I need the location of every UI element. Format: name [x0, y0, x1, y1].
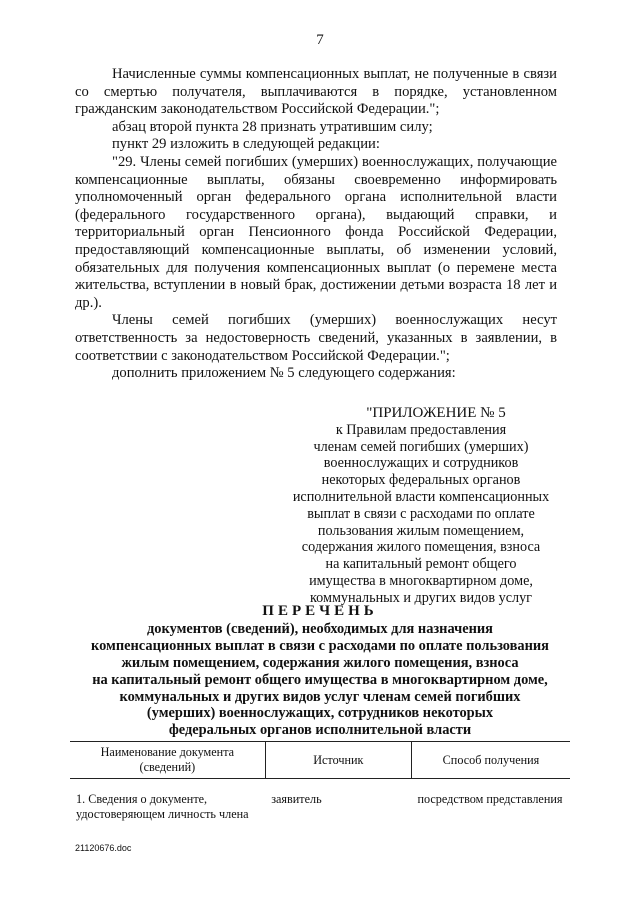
perechen-line: федеральных органов исполнительной власти	[168, 722, 472, 739]
appendix-line: к Правилам предоставления	[335, 421, 507, 438]
appendix-line: коммунальных и других видов услуг	[309, 589, 533, 606]
appendix-line: содержания жилого помещения, взноса	[301, 539, 541, 556]
appendix-line: исполнительной власти компенсационных	[292, 488, 550, 505]
paragraph: пункт 29 изложить в следующей редакции:	[112, 136, 380, 153]
appendix-line: пользования жилым помещением,	[317, 522, 525, 539]
table-row	[70, 779, 570, 823]
page-number: 7	[316, 32, 324, 48]
perechen-heading	[70, 603, 570, 739]
table-header-row	[70, 742, 570, 779]
appendix-line: на капитальный ремонт общего	[325, 556, 517, 573]
body-text	[75, 66, 557, 383]
appendix-line: членам семей погибших (умерших)	[313, 438, 529, 455]
paragraph: абзац второй пункта 28 признать утратившим силу;	[112, 118, 433, 135]
column-header-source: Источник	[265, 742, 411, 779]
perechen-line: (умерших) военнослужащих, сотрудников некоторых	[146, 705, 494, 722]
perechen-line: компенсационных выплат в связи с расходами по оплате пользования	[91, 637, 549, 654]
appendix-line: имущества в многоквартирном доме,	[309, 572, 533, 589]
column-header-method: Способ получения	[411, 742, 570, 779]
appendix-line: военнослужащих и сотрудников	[323, 455, 519, 472]
appendix-title: "ПРИЛОЖЕНИЕ № 5	[366, 405, 506, 421]
perechen-line: коммунальных и других видов услуг членам семей погибших	[119, 688, 521, 705]
table-cell: посредством представления	[417, 792, 563, 806]
paragraph: Члены семей погибших (умерших) военнослужащих несут ответственность за недостоверность сведений, указанных в заявлении, в соответствии с законодательством Российской Федерации.";	[75, 312, 557, 364]
paragraph: дополнить приложением № 5 следующего содержания:	[112, 365, 456, 382]
appendix-block	[282, 405, 560, 607]
table-cell: заявитель	[271, 792, 322, 806]
appendix-line: некоторых федеральных органов	[321, 472, 521, 489]
paragraph: Начисленные суммы компенсационных выплат, не полученные в связи со смертью получателя, выплачиваются в порядке, установленном гражданским законодательством Российской Федерации.";	[75, 66, 557, 118]
perechen-line: на капитальный ремонт общего имущества в многоквартирном доме,	[92, 671, 548, 688]
appendix-line: выплат в связи с расходами по оплате	[307, 505, 535, 522]
perechen-line: документов (сведений), необходимых для назначения	[147, 620, 493, 637]
footer-file-code: 21120676.doc	[75, 843, 132, 853]
table-cell: 1. Сведения о документе, удостоверяющем личность члена	[76, 792, 249, 821]
paragraph: "29. Члены семей погибших (умерших) военнослужащих, получающие компенсационные выплаты, обязаны своевременно информировать уполномоченный орган федерального органа исполнительной власти (федерального государственного органа), выдающий справки, и территориальный орган Пенсионного фонда Российской Федерации, предоставляющий компенсационные выплаты, об изменении условий, обязательных для получения компенсационных выплат (о перемене места жительства, вступлении в новый брак, достижении детьми возраста 18 лет и др.).	[75, 153, 557, 311]
perechen-line: жилым помещением, содержания жилого помещения, взноса	[121, 654, 519, 671]
column-header-document: Наименование документа (сведений)	[70, 742, 265, 779]
perechen-title: ПЕРЕЧЕНЬ	[262, 603, 378, 619]
documents-table	[70, 741, 570, 822]
